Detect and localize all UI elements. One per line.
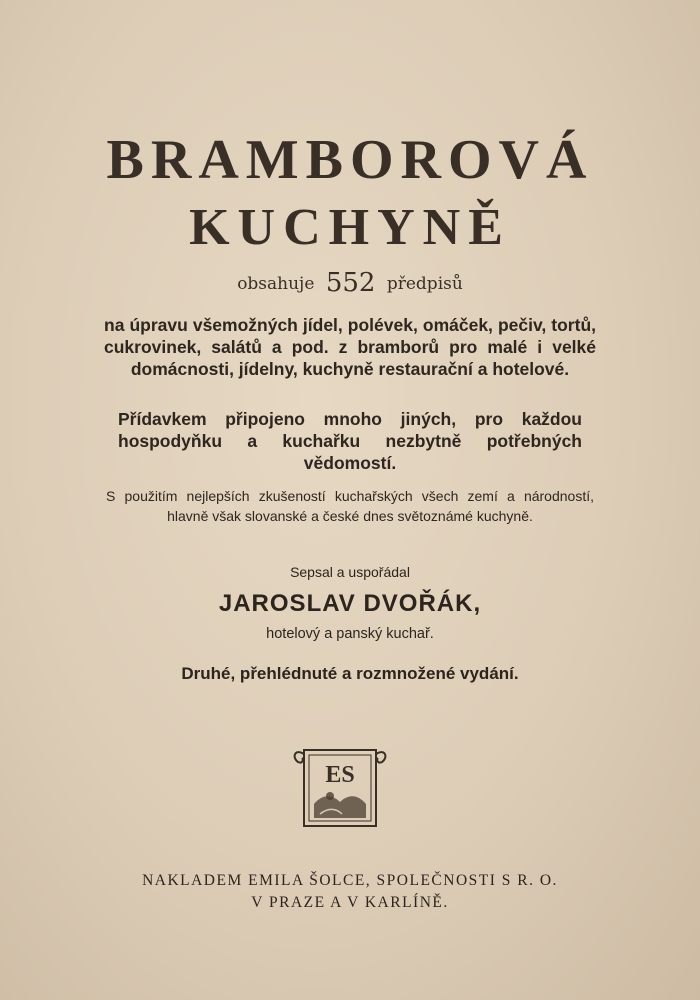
recipe-count-line [0,268,700,298]
experience-paragraph: S použitím nejlepších zkušeností kuchařských všech zemí a národností, hlavně však slovanské a české dnes světoznámé kuchyně. [106,488,594,524]
edition-line: Druhé, přehlédnuté a rozmnožené vydání. [181,664,519,683]
author-name: JAROSLAV DVOŘÁK, [218,590,482,617]
compiled-by-line: Sepsal a uspořádal [290,564,410,580]
publisher-emblem-icon [290,744,390,830]
publisher-line2: V PRAZE A V KARLÍNĚ. [251,894,449,911]
description-paragraph: na úpravu všemožných jídel, polévek, omáček, pečiv, tortů, cukrovinek, salátů a pod. z bramborů pro malé i velké domácnosti, jídelny, kuchyně restaurační a hotelové. [104,315,596,379]
book-title-line1: BRAMBOROVÁ [106,129,594,191]
recipe-count-suffix: předpisů [386,274,463,294]
author-role: hotelový a panský kuchař. [266,626,434,642]
emblem-monogram: ES [325,762,355,788]
book-title-line2: KUCHYNĚ [189,199,511,256]
recipe-count: 552 [325,268,376,298]
recipe-count-prefix: obsahuje [237,274,315,294]
supplement-paragraph: Přídavkem připojeno mnoho jiných, pro každou hospodyňku a kuchařku nezbytně potřebných vědomostí. [118,409,582,473]
publisher-line1: NAKLADEM EMILA ŠOLCE, SPOLEČNOSTI S R. O. [142,872,558,889]
